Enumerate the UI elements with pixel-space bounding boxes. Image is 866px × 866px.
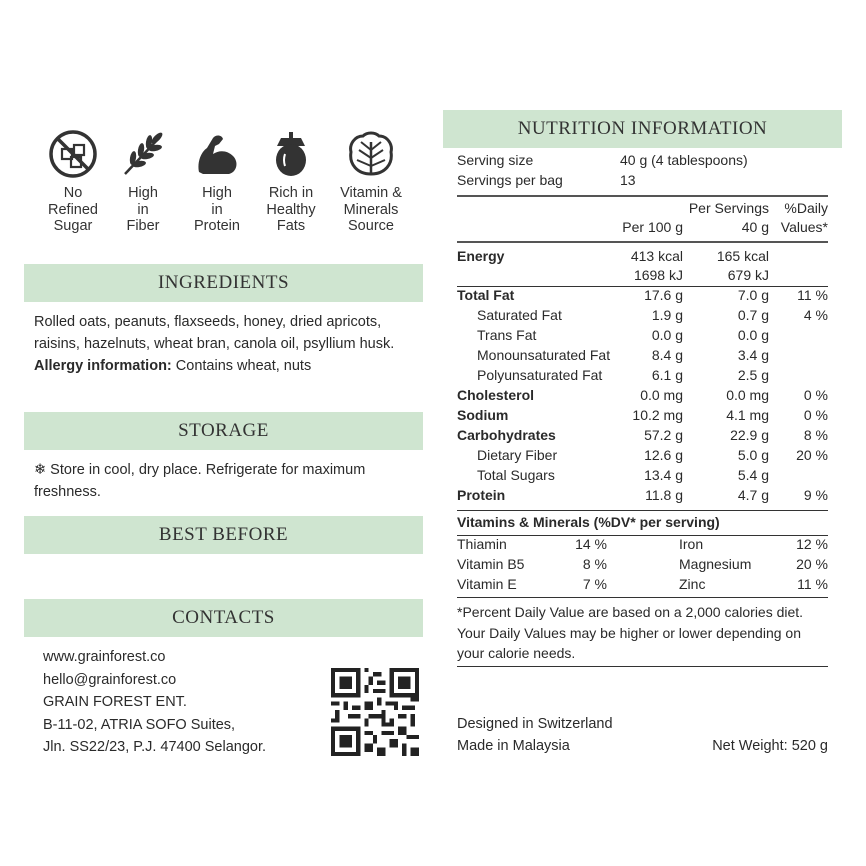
vitamin-row: [457, 536, 828, 556]
badge-healthy-fats: [258, 128, 324, 235]
nutrient-name: Sodium: [457, 407, 509, 423]
mineral-dv: 20 %: [796, 556, 828, 572]
nutrient-dv: 0 %: [803, 387, 828, 403]
made-in: Made in Malaysia: [457, 738, 570, 754]
email-link[interactable]: hello@grainforest.co: [43, 671, 177, 688]
mineral-name: Zinc: [679, 576, 706, 592]
badge-fiber: [110, 128, 176, 235]
nutrient-name: Trans Fat: [477, 327, 537, 343]
nutrient-name: Monounsaturated Fat: [477, 347, 611, 363]
nutrient-per100: 57.2 g: [644, 427, 683, 443]
nutrient-row: [457, 407, 828, 427]
mineral-dv: 11 %: [797, 576, 828, 592]
nutrient-row: [457, 487, 828, 507]
nutrient-name: Carbohydrates: [457, 427, 556, 443]
ingredients-list: Rolled oats, peanuts, flaxseeds, honey, dried apricots, raisins, hazelnuts, wheat bran, canola oil, psyllium husk.: [34, 314, 395, 352]
nutrient-dv: 8 %: [803, 427, 828, 443]
vitamin-name: Thiamin: [457, 536, 507, 552]
col-dv-label: %Daily: [784, 200, 828, 216]
nutrient-name: Dietary Fiber: [477, 447, 558, 463]
mineral-name: Iron: [679, 536, 704, 552]
vitamin-name: Vitamin E: [457, 576, 517, 592]
vitamin-name: Vitamin B5: [457, 556, 525, 572]
col-values-label: Values*: [780, 219, 828, 235]
servings-label: Servings per bag: [457, 172, 563, 188]
badge-label: High in Fiber: [126, 185, 160, 234]
nutrient-row: [457, 287, 828, 307]
nutrient-per100: 12.6 g: [644, 447, 683, 463]
nutrient-row: [457, 427, 828, 447]
nutrient-row: [457, 387, 828, 407]
vitamin-dv: 7 %: [582, 576, 607, 592]
best-before-heading: BEST BEFORE: [24, 516, 423, 554]
vitamin-row: [457, 556, 828, 576]
storage-text: ❄ Store in cool, dry place. Refrigerate for maximum freshness.: [34, 462, 366, 500]
energy-row: [457, 248, 828, 268]
col-serving-size-label: 40 g: [741, 219, 769, 235]
mineral-dv: 12 %: [796, 536, 828, 552]
nutrient-per100: 0.0 mg: [640, 387, 683, 403]
nutrition-title: NUTRITION INFORMATION: [443, 110, 842, 148]
badge-no-sugar: [40, 128, 106, 235]
vitamin-dv: 14 %: [575, 536, 607, 552]
badge-label: No Refined Sugar: [48, 185, 98, 234]
nutrient-row: [457, 367, 828, 387]
divider: [457, 241, 828, 243]
energy-label: Energy: [457, 248, 505, 264]
feature-badges: [40, 128, 420, 240]
nutrient-per100: 8.4 g: [651, 347, 683, 363]
nutrient-name: Total Sugars: [477, 467, 555, 483]
nutrient-perserv: 4.7 g: [737, 487, 769, 503]
allergy-label: Allergy information:: [34, 358, 172, 374]
nutrient-row: [457, 347, 828, 367]
wheat-icon: [117, 128, 169, 180]
storage-heading: STORAGE: [24, 412, 423, 450]
nutrient-per100: 13.4 g: [644, 467, 683, 483]
address-line-2: Jln. SS22/23, P.J. 47400 Selangor.: [43, 739, 267, 755]
nutrient-row: [457, 327, 828, 347]
nutrient-name: Total Fat: [457, 287, 515, 303]
divider: [457, 597, 828, 598]
column-header-row-2: [457, 219, 828, 239]
nutrient-row: [457, 447, 828, 467]
energy-kcal-perserv: 165 kcal: [716, 248, 769, 264]
badge-protein: [184, 128, 250, 235]
energy-kcal-per100: 413 kcal: [630, 248, 683, 264]
vitamin-row: [457, 576, 828, 596]
nutrient-perserv: 0.7 g: [737, 307, 769, 323]
nutrient-row: [457, 307, 828, 327]
mineral-name: Magnesium: [679, 556, 752, 572]
designed-in: Designed in Switzerland: [457, 716, 613, 732]
nutrient-dv: 9 %: [803, 487, 828, 503]
nutrient-perserv: 7.0 g: [737, 287, 769, 303]
nutrient-per100: 0.0 g: [651, 327, 683, 343]
badge-label: Rich in Healthy Fats: [266, 185, 316, 234]
nutrient-perserv: 4.1 mg: [726, 407, 769, 423]
serving-size-label: Serving size: [457, 152, 534, 168]
nutrient-name: Polyunsaturated Fat: [477, 367, 603, 383]
footnote: *Percent Daily Value are based on a 2,000 calories diet. Your Daily Values may be higher or lower depending on your calorie needs.: [457, 604, 804, 661]
nutrient-per100: 11.8 g: [645, 487, 683, 503]
servings-value: 13: [620, 172, 636, 188]
serving-size-row: [457, 152, 828, 172]
vitamins-heading: Vitamins & Minerals (%DV* per serving): [457, 514, 720, 530]
ingredients-heading: INGREDIENTS: [24, 264, 423, 302]
net-weight: Net Weight: 520 g: [712, 738, 828, 754]
divider: [457, 195, 828, 197]
website-link[interactable]: www.grainforest.co: [43, 649, 166, 665]
nutrient-perserv: 22.9 g: [730, 427, 769, 443]
energy-kj-row: [457, 267, 828, 287]
servings-row: [457, 172, 828, 192]
nutrient-row: [457, 467, 828, 487]
ingredients-text: [34, 311, 424, 377]
badge-vitamins: [338, 128, 404, 235]
hazelnut-icon: [265, 128, 317, 180]
nutrient-name: Saturated Fat: [477, 307, 562, 323]
nutrient-dv: 0 %: [803, 407, 828, 423]
nutrient-dv: 4 %: [803, 307, 828, 323]
no-sugar-icon: [47, 128, 99, 180]
divider: [457, 510, 828, 511]
col-per100-label: Per 100 g: [622, 219, 683, 235]
company-name: GRAIN FOREST ENT.: [43, 694, 187, 710]
contacts-block: [43, 646, 323, 759]
qr-code[interactable]: [331, 668, 419, 756]
vitamins-heading-row: [457, 514, 828, 534]
nutrient-perserv: 0.0 g: [737, 327, 769, 343]
nutrient-dv: 11 %: [797, 287, 828, 303]
nutrient-perserv: 5.4 g: [737, 467, 769, 483]
serving-size-value: 40 g (4 tablespoons): [620, 152, 748, 168]
nutrient-per100: 1.9 g: [651, 307, 683, 323]
energy-kj-perserv: 679 kJ: [727, 267, 769, 283]
allergy-text: Contains wheat, nuts: [171, 358, 312, 374]
nutrient-perserv: 3.4 g: [737, 347, 769, 363]
nutrient-per100: 6.1 g: [651, 367, 683, 383]
nutrient-perserv: 5.0 g: [737, 447, 769, 463]
nutrient-per100: 10.2 mg: [632, 407, 683, 423]
address-line-1: B-11-02, ATRIA SOFO Suites,: [43, 716, 236, 733]
badge-label: High in Protein: [194, 185, 240, 234]
nutrient-name: Protein: [457, 487, 506, 503]
lettuce-icon: [345, 128, 397, 180]
energy-kj-per100: 1698 kJ: [633, 267, 683, 283]
column-header-row-1: [457, 200, 828, 220]
nutrient-perserv: 2.5 g: [737, 367, 769, 383]
nutrient-perserv: 0.0 mg: [726, 387, 769, 403]
muscle-icon: [191, 128, 243, 180]
divider: [457, 666, 828, 667]
vitamin-dv: 8 %: [582, 556, 607, 572]
badge-label: Vitamin & Minerals Source: [340, 185, 402, 234]
nutrient-name: Cholesterol: [457, 387, 535, 403]
contacts-heading: CONTACTS: [24, 599, 423, 637]
nutrient-dv: 20 %: [796, 447, 828, 463]
col-perserv-label: Per Servings: [688, 200, 769, 216]
nutrient-per100: 17.6 g: [644, 287, 683, 303]
